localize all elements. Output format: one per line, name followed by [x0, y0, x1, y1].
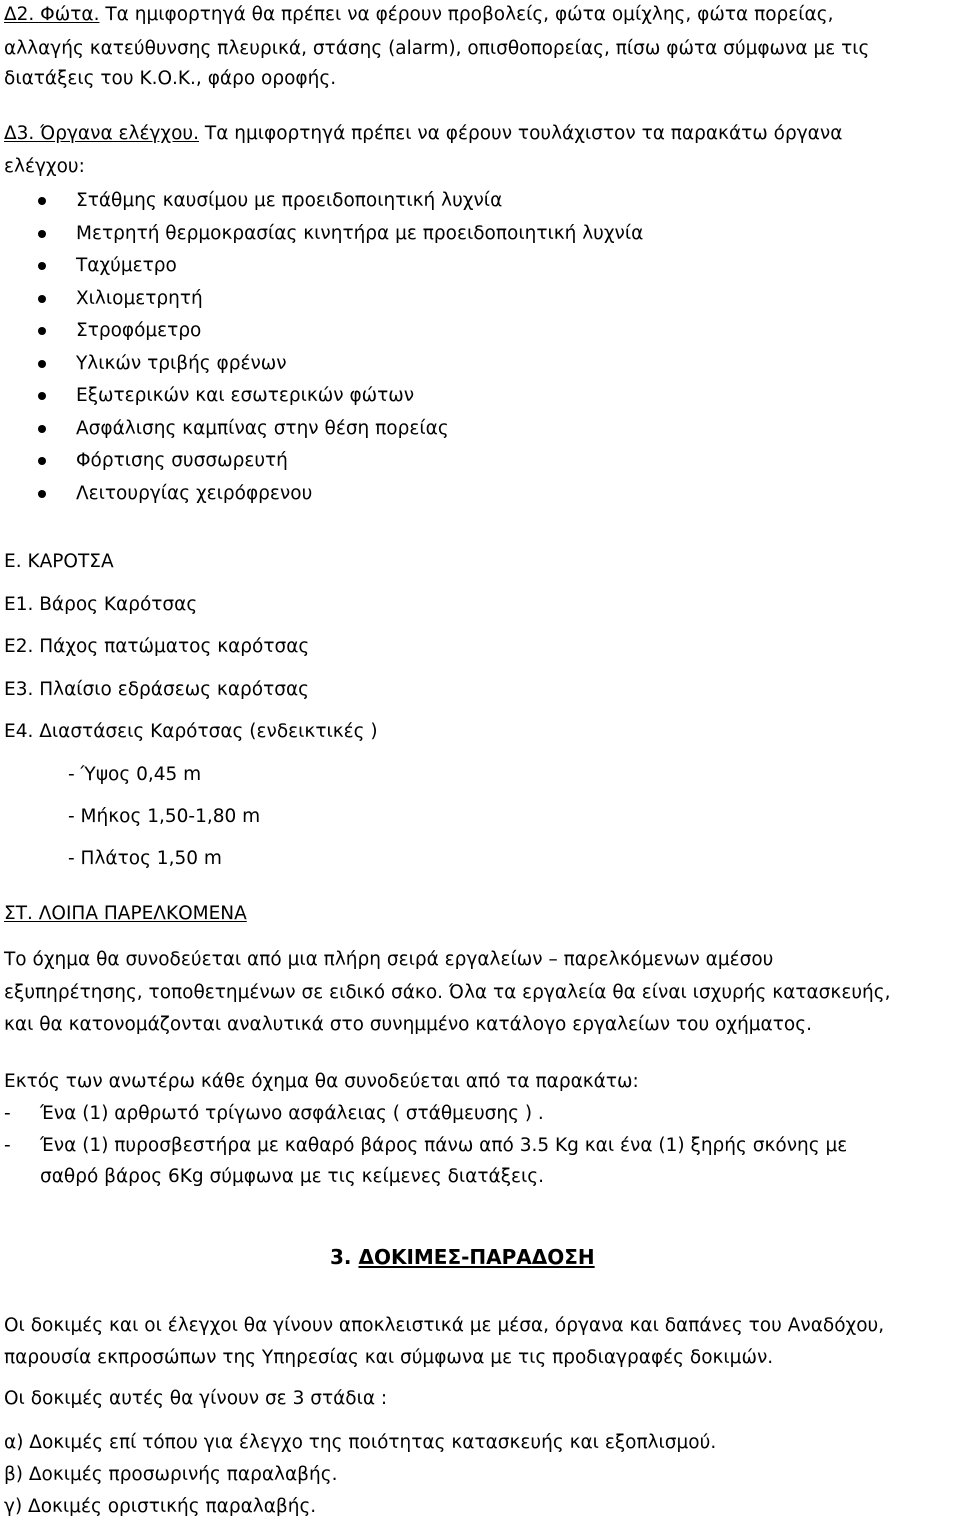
- st-item-2-line-2: σαθρό βάρος 6Kg σύμφωνα με τις κείμενες διατάξεις.: [40, 1166, 545, 1187]
- e4-line: Ε4. Διαστάσεις Καρότσας (ενδεικτικές ): [4, 721, 378, 742]
- list-item: Εξωτερικών και εσωτερικών φώτων: [0, 380, 643, 413]
- s3-stage-c: γ) Δοκιμές οριστικής παραλαβής.: [4, 1496, 317, 1517]
- d3-line-1: [4, 121, 842, 147]
- section-st-heading: ΣΤ. ΛΟΙΠΑ ΠΑΡΕΛΚΟΜΕΝΑ: [4, 903, 247, 924]
- bullet-icon: [38, 262, 46, 270]
- instruments-list: [0, 185, 643, 510]
- d2-line-1: [4, 2, 833, 28]
- s3-para1-line-1: Οι δοκιμές και οι έλεγχοι θα γίνουν αποκλειστικά με μέσα, όργανα και δαπάνες του Αναδόχου,: [4, 1315, 885, 1336]
- bullet-icon: [38, 490, 46, 498]
- e1-line: Ε1. Βάρος Καρότσας: [4, 594, 198, 615]
- bullet-icon: [38, 360, 46, 368]
- list-item: Στάθμης καυσίμου με προειδοποιητική λυχνία: [0, 185, 643, 218]
- bullet-icon: [38, 425, 46, 433]
- bullet-icon: [38, 457, 46, 465]
- d2-line-2: αλλαγής κατεύθυνσης πλευρικά, στάσης (alarm), οπισθοπορείας, πίσω φώτα σύμφωνα με τις: [4, 38, 870, 59]
- bullet-icon: [38, 295, 46, 303]
- section-3-number: 3.: [330, 1245, 352, 1269]
- list-item: Ασφάλισης καμπίνας στην θέση πορείας: [0, 413, 643, 446]
- st-para1-line-3: και θα κατονομάζονται αναλυτικά στο συνημμένο κατάλογο εργαλείων του οχήματος.: [4, 1014, 812, 1035]
- s3-stage-b: β) Δοκιμές προσωρινής παραλαβής.: [4, 1464, 338, 1485]
- bullet-icon: [38, 392, 46, 400]
- list-item: Λειτουργίας χειρόφρενου: [0, 478, 643, 511]
- d3-text: Τα ημιφορτηγά πρέπει να φέρουν τουλάχιστον τα παρακάτω όργανα: [204, 123, 843, 144]
- list-item: Φόρτισης συσσωρευτή: [0, 445, 643, 478]
- section-3-heading: [330, 1242, 595, 1272]
- d3-label: Δ3. Όργανα ελέγχου.: [4, 123, 199, 144]
- e2-line: Ε2. Πάχος πατώματος καρότσας: [4, 636, 310, 657]
- bullet-icon: [38, 197, 46, 205]
- bullet-icon: [38, 327, 46, 335]
- dimension-length: - Μήκος 1,50-1,80 m: [68, 806, 261, 827]
- s3-para1-line-2: παρουσία εκπροσώπων της Υπηρεσίας και σύμφωνα με τις προδιαγραφές δοκιμών.: [4, 1347, 774, 1368]
- s3-stage-a: α) Δοκιμές επί τόπου για έλεγχο της ποιότητας κατασκευής και εξοπλισμού.: [4, 1432, 717, 1453]
- st-para1-line-1: Το όχημα θα συνοδεύεται από μια πλήρη σειρά εργαλείων – παρελκόμενων αμέσου: [4, 949, 774, 970]
- section-3-title: ΔΟΚΙΜΕΣ-ΠΑΡΑΔΟΣΗ: [358, 1245, 595, 1269]
- section-e-heading: Ε. ΚΑΡΟΤΣΑ: [4, 551, 114, 572]
- dimension-width: - Πλάτος 1,50 m: [68, 848, 222, 869]
- list-item: Υλικών τριβής φρένων: [0, 348, 643, 381]
- d3-line-2: ελέγχου:: [4, 156, 85, 177]
- st-para1-line-2: εξυπηρέτησης, τοποθετημένων σε ειδικό σάκο. Όλα τα εργαλεία θα είναι ισχυρής κατασκευής,: [4, 982, 891, 1003]
- list-item: Χιλιομετρητή: [0, 283, 643, 316]
- d2-label: Δ2. Φώτα.: [4, 4, 100, 25]
- document-page: Δ2. Φώτα. Τα ημιφορτηγά θα πρέπει να φέρουν προβολείς, φώτα ομίχλης, φώτα πορείας, αλλαγής κατεύθυνσης πλευρικά, στάσης (alarm), οπισθοπορείας, πίσω φώτα σύμφωνα με τις διατάξεις του Κ.Ο.Κ., φάρο οροφής. Δ3. Όργανα ελέγχου. Τα ημιφορτηγά πρέπει να φέρουν τουλάχιστον τα παρακάτω όργανα ελέγχου: Στάθμης καυσίμου με προειδοποιητική λυχνία Μετρητή θερμοκρασίας κινητήρα με προειδοποιητική λυχνία Ταχύμετρο Χιλιομετρητή Στροφόμετρο Υλικών τριβής φρένων Εξωτερικών και εσωτερικών φώτων Ασφάλισης καμπίνας στην θέση πορείας Φόρτισης συσσωρευτή Λειτουργίας χειρόφρενου Ε. ΚΑΡΟΤΣΑ Ε1. Βάρος Καρότσας Ε2. Πάχος πατώματος καρότσας Ε3. Πλαίσιο εδράσεως καρότσας Ε4. Διαστάσεις Καρότσας (ενδεικτικές ) - Ύψος 0,45 m - Μήκος 1,50-1,80 m - Πλάτος 1,50 m ΣΤ. ΛΟΙΠΑ ΠΑΡΕΛΚΟΜΕΝΑ Το όχημα θα συνοδεύεται από μια πλήρη σειρά εργαλείων – παρελκόμενων αμέσου εξυπηρέτησης, τοποθετημένων σε ειδικό σάκο. Όλα τα εργαλεία θα είναι ισχυρής κατασκευής, και θα κατονομάζονται αναλυτικά στο συνημμένο κατάλογο εργαλείων του οχήματος. Εκτός των ανωτέρω κάθε όχημα θα συνοδεύεται από τα παρακάτω: - Ένα (1) αρθρωτό τρίγωνο ασφάλειας ( στάθμευσης ) . - Ένα (1) πυροσβεστήρα με καθαρό βάρος πάνω από 3.5 Kg και ένα (1) ξηρής σκόνης με σαθρό βάρος 6Kg σύμφωνα με τις κείμενες διατάξεις. 3. ΔΟΚΙΜΕΣ-ΠΑΡΑΔΟΣΗ Οι δοκιμές και οι έλεγχοι θα γίνουν αποκλειστικά με μέσα, όργανα και δαπάνες του Αναδόχου, παρουσία εκπροσώπων της Υπηρεσίας και σύμφωνα με τις προδιαγραφές δοκιμών. Οι δοκιμές αυτές θα γίνουν σε 3 στάδια : α) Δοκιμές επί τόπου για έλεγχο της ποιότητας κατασκευής και εξοπλισμού. β) Δοκιμές προσωρινής παραλαβής. γ) Δοκιμές οριστικής παραλαβής.: [0, 0, 960, 1522]
- bullet-icon: [38, 230, 46, 238]
- s3-para2: Οι δοκιμές αυτές θα γίνουν σε 3 στάδια :: [4, 1388, 388, 1409]
- d2-line-3: διατάξεις του Κ.Ο.Κ., φάρο οροφής.: [4, 68, 337, 89]
- list-item: Στροφόμετρο: [0, 315, 643, 348]
- list-item: Ταχύμετρο: [0, 250, 643, 283]
- st-para2-intro: Εκτός των ανωτέρω κάθε όχημα θα συνοδεύεται από τα παρακάτω:: [4, 1071, 639, 1092]
- list-item: Μετρητή θερμοκρασίας κινητήρα με προειδοποιητική λυχνία: [0, 218, 643, 251]
- e3-line: Ε3. Πλαίσιο εδράσεως καρότσας: [4, 679, 310, 700]
- dimension-height: - Ύψος 0,45 m: [68, 764, 202, 785]
- d2-text: Τα ημιφορτηγά θα πρέπει να φέρουν προβολείς, φώτα ομίχλης, φώτα πορείας,: [105, 4, 834, 25]
